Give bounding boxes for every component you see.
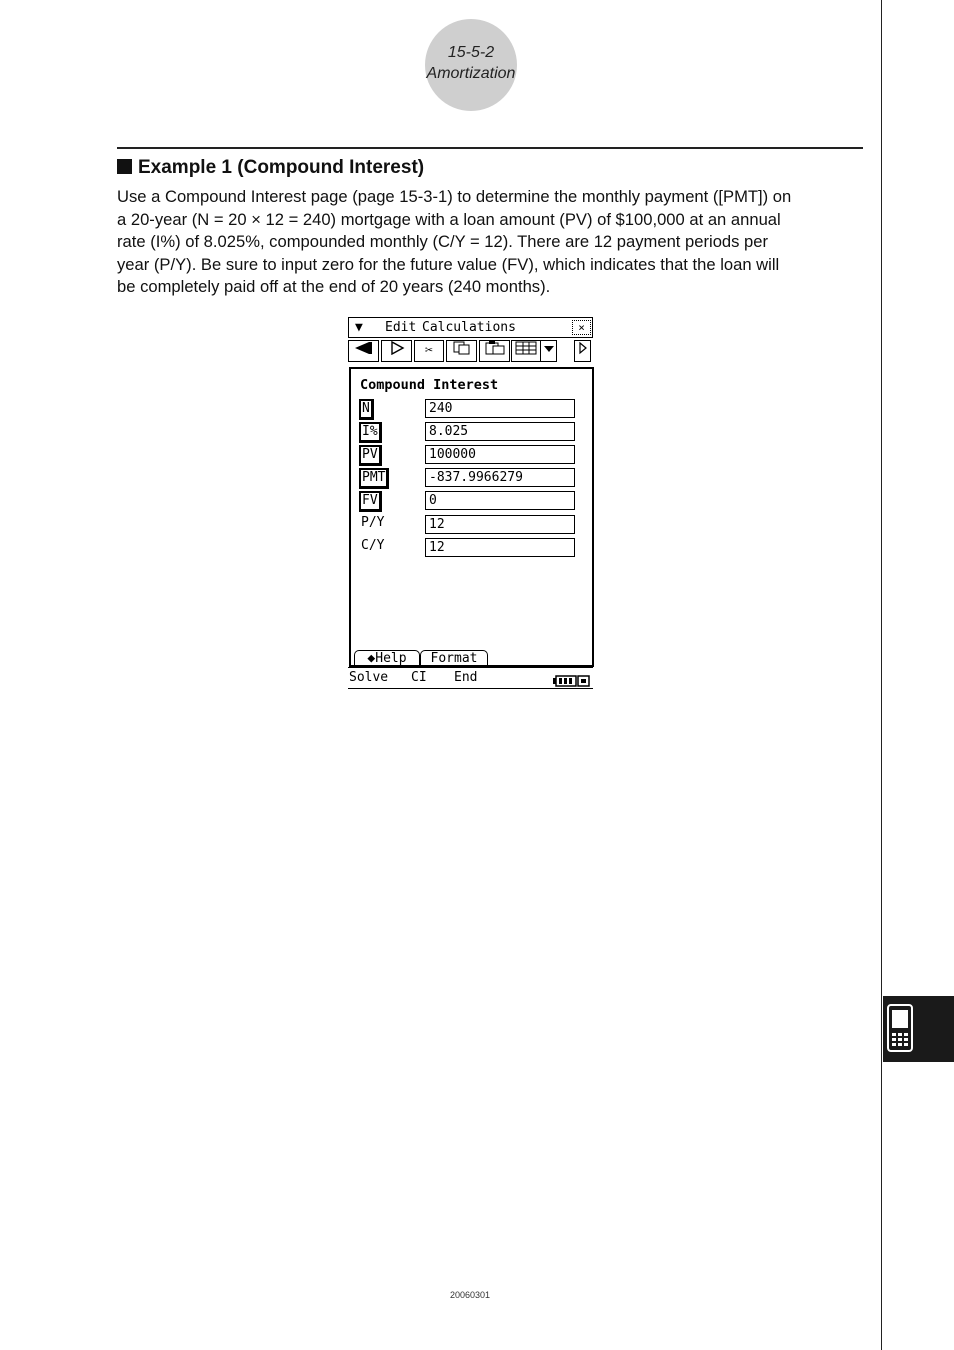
copy-icon[interactable] (446, 340, 477, 362)
menu-calculations[interactable]: Calculations (422, 320, 516, 335)
paragraph-line: year (P/Y). Be sure to input zero for the future value (FV), which indicates that the loan will (117, 254, 780, 274)
right-margin-rule (881, 0, 882, 1350)
section-title: Amortization (426, 65, 516, 82)
field-value-n[interactable]: 240 (425, 399, 575, 418)
chevron-down-icon[interactable]: ▼ (355, 320, 363, 335)
field-label-pv[interactable]: PV (359, 445, 382, 466)
status-end[interactable]: End (454, 670, 478, 685)
compound-interest-panel (349, 367, 594, 667)
paragraph-line: a 20-year (N = 20 × 12 = 240) mortgage with a loan amount (PV) of $100,000 at an annual (117, 209, 781, 229)
paragraph-line: Use a Compound Interest page (page 15-3-1) to determine the monthly payment ([PMT]) on (117, 187, 792, 206)
header-rule (117, 147, 863, 149)
square-bullet-icon (117, 159, 132, 174)
field-label-py: P/Y (361, 515, 385, 530)
back-icon[interactable] (348, 340, 379, 362)
status-bar (348, 667, 593, 689)
field-label-i-percent[interactable]: I% (359, 422, 382, 443)
dropdown-icon[interactable] (540, 340, 557, 362)
toolbar (348, 340, 591, 362)
close-icon[interactable]: × (572, 320, 591, 335)
field-value-pv[interactable]: 100000 (425, 445, 575, 464)
example-title: Example 1 (Compound Interest) (138, 157, 425, 178)
paste-icon[interactable] (479, 340, 510, 362)
footer-date-code: 20060301 (449, 1290, 491, 1300)
field-label-pmt[interactable]: PMT (359, 468, 389, 489)
field-value-cy[interactable]: 12 (425, 538, 575, 557)
field-label-n[interactable]: N (359, 399, 374, 420)
field-value-py[interactable]: 12 (425, 515, 575, 534)
menu-bar (348, 317, 593, 338)
field-label-cy: C/Y (361, 538, 385, 553)
status-solve[interactable]: Solve (349, 670, 389, 685)
example-heading (117, 157, 424, 179)
tab-format[interactable]: Format (420, 650, 488, 666)
scroll-right-icon[interactable] (574, 340, 591, 362)
paragraph-line: be completely paid off at the end of 20 years (240 months). (117, 277, 551, 297)
calculator-device-icon (886, 1003, 916, 1055)
chapter-side-tab (883, 996, 954, 1062)
play-icon[interactable] (381, 340, 412, 362)
calculator-screen (348, 316, 593, 690)
battery-icon (553, 672, 591, 691)
screen-title: Compound Interest (360, 377, 499, 393)
page-number: 15-5-2 (447, 44, 495, 61)
field-value-pmt[interactable]: -837.9966279 (425, 468, 575, 487)
field-value-i-percent[interactable]: 8.025 (425, 422, 575, 441)
table-icon[interactable] (511, 340, 541, 362)
status-ci[interactable]: CI (411, 670, 427, 685)
field-value-fv[interactable]: 0 (425, 491, 575, 510)
menu-edit[interactable]: Edit (385, 320, 417, 335)
paragraph-line: rate (I%) of 8.025%, compounded monthly (C/Y = 12). There are 12 payment periods per (117, 232, 769, 252)
example-paragraph (117, 186, 863, 299)
cut-icon[interactable]: ✂ (414, 340, 444, 362)
field-label-fv[interactable]: FV (359, 491, 382, 512)
tab-help[interactable]: ◆Help (354, 650, 420, 666)
